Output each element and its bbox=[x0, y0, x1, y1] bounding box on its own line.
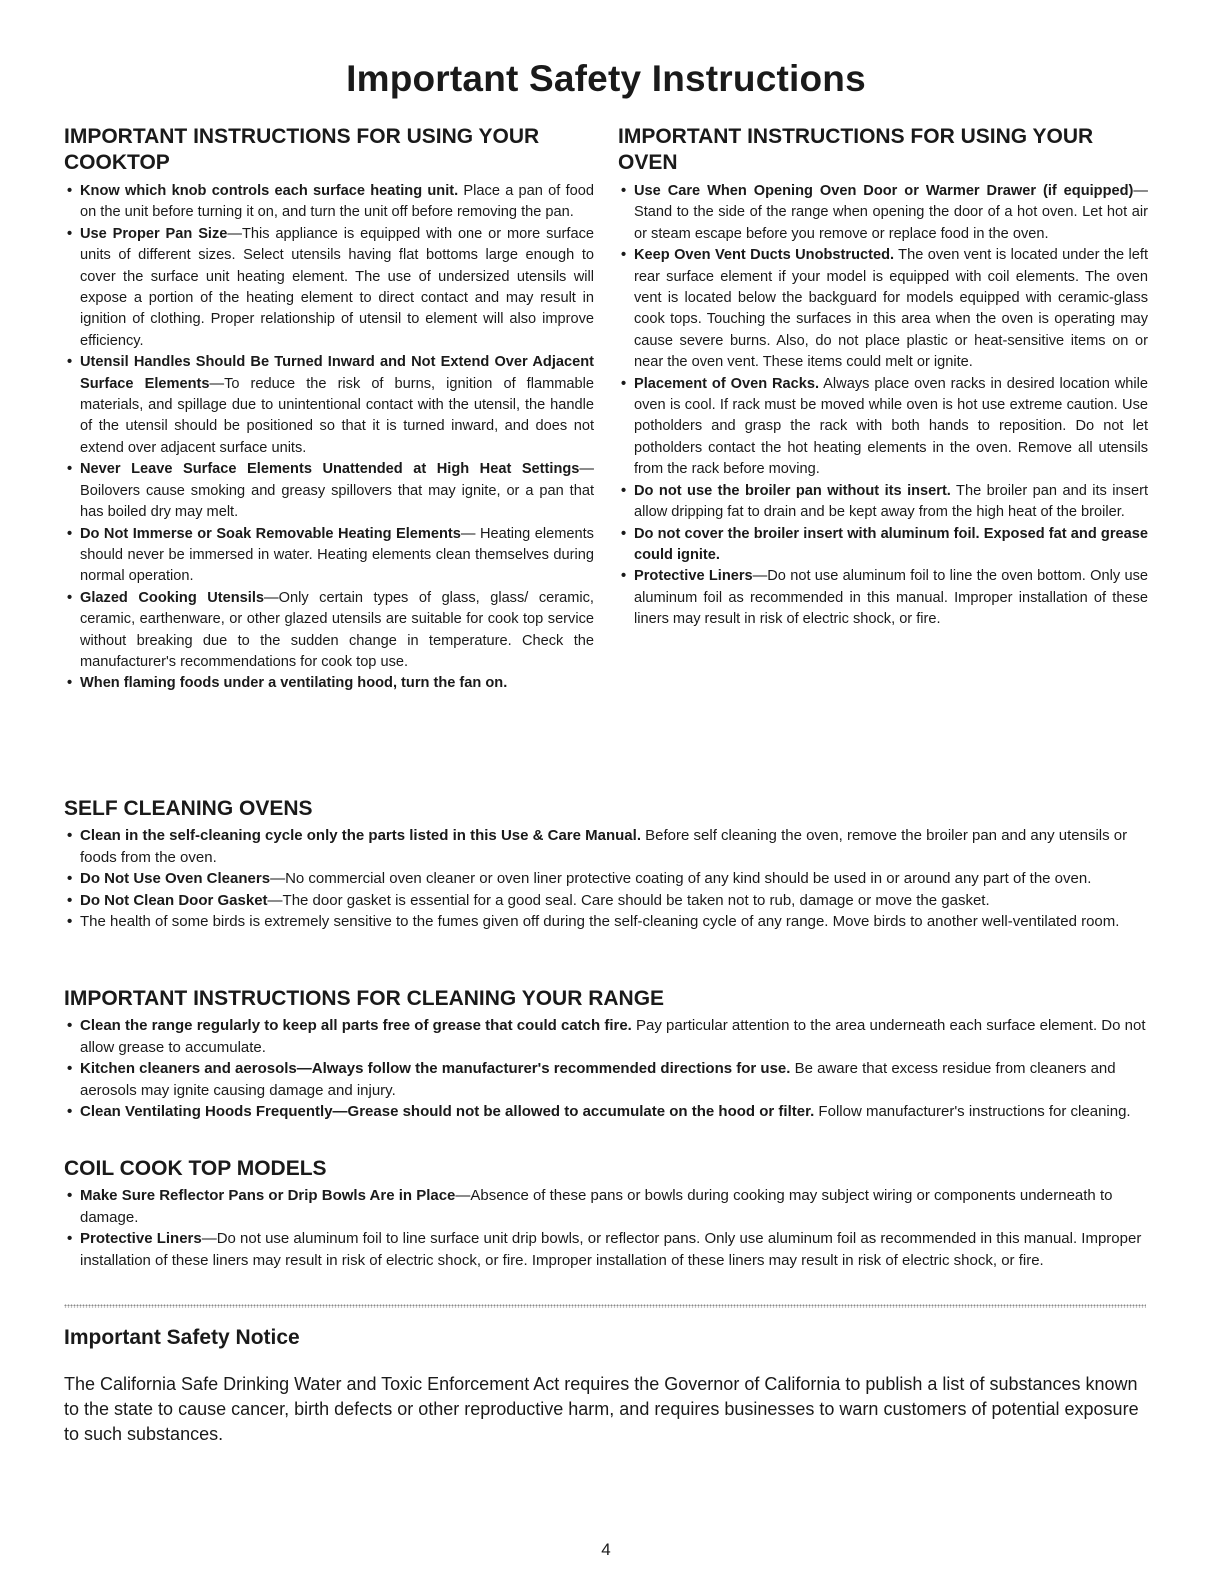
item-lead: Do not cover the broiler insert with aluminum foil. Exposed fat and grease could ignite. bbox=[634, 525, 1148, 563]
item-text: —Only certain types of glass, glass/ ceramic, ceramic, earthenware, or other glazed utensils are suitable for cook top service without breaking due to the sudden change in temperature. Check the manufacturer's recommendations for cook top use. bbox=[80, 589, 594, 670]
self-cleaning-heading: SELF CLEANING OVENS bbox=[64, 797, 313, 820]
item-lead: Glazed Cooking Utensils bbox=[80, 589, 265, 606]
dotted-divider bbox=[64, 1304, 1146, 1308]
list-item bbox=[64, 1015, 1148, 1058]
coil-models-heading: COIL COOK TOP MODELS bbox=[64, 1157, 327, 1180]
list-item bbox=[64, 1058, 1148, 1101]
cooktop-list bbox=[64, 181, 594, 695]
item-text: —This appliance is equipped with one or more surface units of different sizes. Select utensils having flat bottoms large enough to cover the surface unit heating element. The use of undersized utensils will expose a portion of the heating element to direct contact and may result in ignition of clothing. Proper relationship of utensil to element will also improve efficiency. bbox=[80, 225, 594, 349]
item-lead: Protective Liners bbox=[634, 568, 753, 585]
item-text: The broiler pan and its insert allow dripping fat to drain and be kept away from the high heat of the broiler. bbox=[634, 482, 1148, 521]
item-lead: Kitchen cleaners and aerosols—Always follow the manufacturer's recommended directions for use. bbox=[80, 1060, 791, 1077]
coil-models-section bbox=[64, 1156, 1148, 1271]
item-text: —To reduce the risk of burns, ignition of flammable materials, and spillage due to unintentional contact with the utensil, the handle of the utensil should be positioned so that it is turned inward, and does not extend over adjacent surface units. bbox=[80, 375, 594, 456]
item-text: Always place oven racks in desired location while oven is cool. If rack must be moved while oven is hot use extreme caution. Use potholders and grasp the rack with both hands to reposition. Do not let potholders contact the hot heating elements in the oven. Remove all utensils from the rack before moving. bbox=[634, 375, 1148, 478]
item-lead: Do Not Use Oven Cleaners bbox=[80, 870, 271, 887]
item-lead: When flaming foods under a ventilating hood, turn the fan on. bbox=[80, 675, 508, 692]
item-text: —Do not use aluminum foil to line the oven bottom. Only use aluminum foil as recommended in this manual. Improper installation of these liners may result in risk of electric shock, or fire. bbox=[634, 568, 1148, 628]
page-title: Important Safety Instructions bbox=[346, 58, 866, 99]
notice-title: Important Safety Notice bbox=[64, 1326, 300, 1349]
list-item bbox=[618, 245, 1148, 373]
list-item bbox=[64, 911, 1148, 933]
cleaning-range-section bbox=[64, 986, 1148, 1123]
coil-models-list bbox=[64, 1185, 1148, 1271]
list-item bbox=[64, 825, 1148, 868]
item-lead: Know which knob controls each surface heating unit. bbox=[80, 183, 459, 199]
item-text: —Stand to the side of the range when opening the door of a hot oven. Let hot air or steam escape before you remove or replace food in the oven. bbox=[634, 183, 1148, 242]
list-item bbox=[64, 352, 594, 459]
list-item bbox=[64, 181, 594, 224]
item-lead: Do Not Clean Door Gasket bbox=[80, 891, 268, 909]
notice-body: The California Safe Drinking Water and Toxic Enforcement Act requires the Governor of California to publish a list of substances known to the state to cause cancer, birth defects or other reproductive harm, and requires businesses to warn customers of potential exposure to such substances. bbox=[64, 1374, 1139, 1444]
cooktop-heading: IMPORTANT INSTRUCTIONS FOR USING YOUR COOKTOP bbox=[64, 125, 540, 174]
page-number: 4 bbox=[601, 1540, 611, 1559]
list-item bbox=[64, 890, 1148, 912]
item-text: The health of some birds is extremely sensitive to the fumes given off during the self-cleaning cycle of any range. Move birds to another well-ventilated room. bbox=[80, 913, 1120, 930]
item-lead: Clean the range regularly to keep all parts free of grease that could catch fire. bbox=[80, 1017, 632, 1034]
item-text: Place a pan of food on the unit before turning it on, and turn the unit off before removing the pan. bbox=[80, 183, 594, 221]
item-text: —Absence of these pans or bowls during cooking may subject wiring or components underneath to damage. bbox=[80, 1187, 1113, 1226]
item-lead: Make Sure Reflector Pans or Drip Bowls Are in Place bbox=[80, 1187, 456, 1204]
item-lead: Clean Ventilating Hoods Frequently—Grease should not be allowed to accumulate on the hood or filter. bbox=[80, 1103, 815, 1120]
list-item bbox=[64, 459, 594, 523]
item-text: Pay particular attention to the area underneath each surface element. Do not allow grease to accumulate. bbox=[80, 1017, 1146, 1056]
oven-heading: IMPORTANT INSTRUCTIONS FOR USING YOUR OVEN bbox=[618, 125, 1094, 174]
list-item bbox=[618, 524, 1148, 567]
cleaning-range-heading: IMPORTANT INSTRUCTIONS FOR CLEANING YOUR RANGE bbox=[64, 987, 665, 1010]
item-text: The oven vent is located under the left rear surface element if your model is equipped with coil elements. The oven vent is located below the backguard for models equipped with ceramic-glass cook tops. Touching the surfaces in this area when the oven is operating may cause severe burns. Also, do not place plastic or heat-sensitive items on or near the oven vent. These items could melt or ignite. bbox=[634, 247, 1148, 371]
list-item bbox=[618, 181, 1148, 245]
item-lead: Keep Oven Vent Ducts Unobstructed. bbox=[634, 247, 895, 264]
item-text: —The door gasket is essential for a good seal. Care should be taken not to rub, damage or move the gasket. bbox=[267, 891, 990, 909]
list-item bbox=[64, 868, 1148, 890]
item-text: Be aware that excess residue from cleaners and aerosols may ignite causing damage and injury. bbox=[80, 1060, 1116, 1099]
self-cleaning-list bbox=[64, 825, 1148, 933]
item-lead: Use Care When Opening Oven Door or Warmer Drawer (if equipped) bbox=[634, 183, 1134, 199]
list-item bbox=[64, 1185, 1148, 1228]
item-text: —No commercial oven cleaner or oven liner protective coating of any kind should be used in or around any part of the oven. bbox=[270, 870, 1092, 887]
item-lead: Do Not Immerse or Soak Removable Heating Elements bbox=[80, 525, 461, 542]
cooktop-section bbox=[64, 124, 594, 695]
list-item bbox=[618, 566, 1148, 630]
self-cleaning-section bbox=[64, 796, 1148, 933]
item-lead: Utensil Handles Should Be Turned Inward and Not Extend Over Adjacent Surface Elements bbox=[80, 354, 594, 392]
list-item bbox=[64, 1228, 1148, 1271]
item-lead: Never Leave Surface Elements Unattended at High Heat Settings bbox=[80, 461, 580, 478]
item-lead: Use Proper Pan Size bbox=[80, 225, 228, 242]
item-text: — Heating elements should never be immersed in water. Heating elements clean themselves during normal operation. bbox=[80, 525, 594, 585]
list-item bbox=[64, 673, 594, 694]
oven-list bbox=[618, 181, 1148, 631]
item-text: Before self cleaning the oven, remove the broiler pan and any utensils or foods from the oven. bbox=[80, 827, 1128, 866]
item-lead: Protective Liners bbox=[80, 1230, 202, 1247]
item-lead: Do not use the broiler pan without its insert. bbox=[634, 482, 951, 499]
item-lead: Clean in the self-cleaning cycle only the parts listed in this Use & Care Manual. bbox=[80, 827, 641, 844]
list-item bbox=[64, 588, 594, 674]
list-item bbox=[64, 224, 594, 352]
item-text: —Boilovers cause smoking and greasy spillovers that may ignite, or a pan that has boiled dry may melt. bbox=[80, 461, 594, 521]
item-text: Follow manufacturer's instructions for cleaning. bbox=[814, 1103, 1131, 1120]
item-lead: Placement of Oven Racks. bbox=[634, 375, 820, 392]
cleaning-range-list bbox=[64, 1015, 1148, 1123]
list-item bbox=[64, 524, 594, 588]
list-item bbox=[618, 374, 1148, 481]
list-item bbox=[64, 1101, 1148, 1123]
list-item bbox=[618, 481, 1148, 524]
item-text: —Do not use aluminum foil to line surface unit drip bowls, or reflector pans. Only use aluminum foil as recommended in this manual. Improper installation of these liners may result in risk of electric shock, or fire. Improper installation of these liners may result in risk of electric shock, or fire. bbox=[80, 1230, 1142, 1269]
oven-section bbox=[618, 124, 1148, 631]
